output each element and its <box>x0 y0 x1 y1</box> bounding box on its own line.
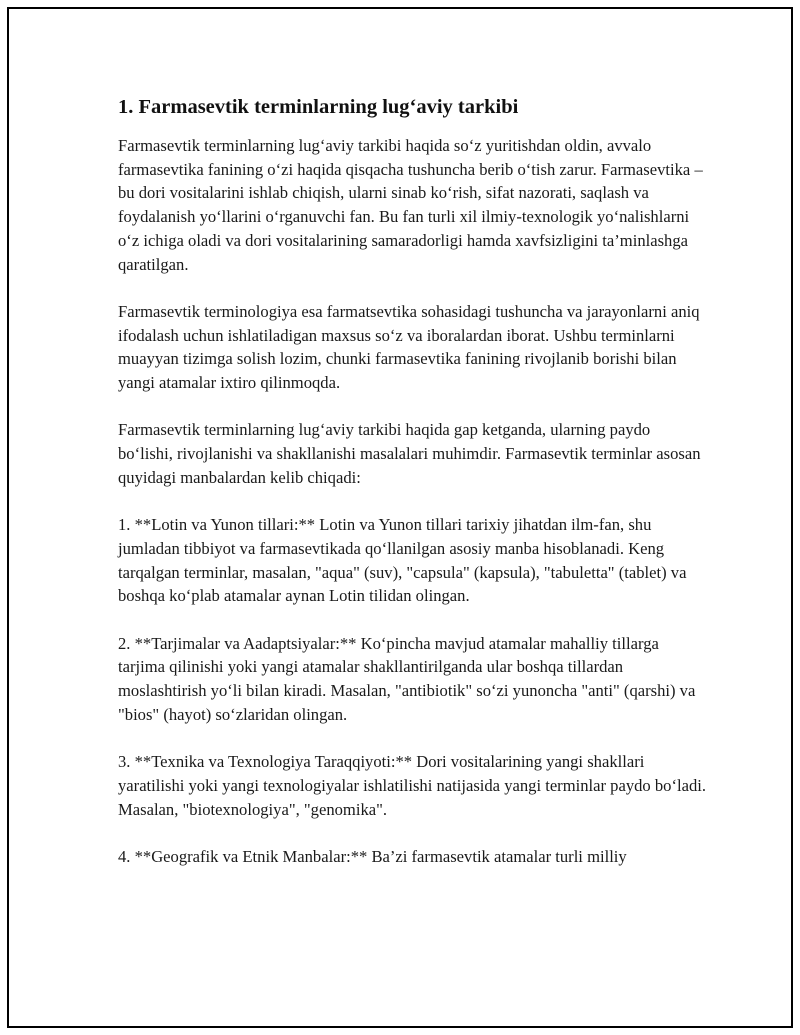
list-item-latin-greek: 1. **Lotin va Yunon tillari:** Lotin va Yunon tillari tarixiy jihatdan ilm-fan, shu jumladan tibbiyot va farmasevtikada qo‘llanilgan asosiy manba hisoblanadi. Keng tarqalgan terminlar, masalan, "aqua" (suv), "capsula" (kapsula), "tabuletta" (tablet) va boshqa ko‘plab atamalar aynan Lotin tilidan olingan. <box>118 515 687 606</box>
list-item-translations: 2. **Tarjimalar va Aadaptsiyalar:** Ko‘pincha mavjud atamalar mahalliy tillarga tarjima qilinishi yoki yangi atamalar shakllantirilganda ular boshqa tillardan moslashtirish yo‘li bilan kiradi. Masalan, "antibiotik" so‘zi yunoncha "anti" (qarshi) va "bios" (hayot) so‘zlaridan olingan. <box>118 633 696 724</box>
document-body <box>118 93 708 892</box>
list-item-geographic: 4. **Geografik va Etnik Manbalar:** Ba’zi farmasevtik atamalar turli milliy <box>118 847 627 866</box>
paragraph-intro: Farmasevtik terminlarning lug‘aviy tarkibi haqida so‘z yuritishdan oldin, avvalo farmasevtika fanining o‘zi haqida qisqacha tushuncha berib o‘tish zarur. Farmasevtika – bu dori vositalarini ishlab chiqish, ularni sinab ko‘rish, sifat nazorati, saqlash va foydalanish yo‘llarini o‘rganuvchi fan. Bu fan turli xil ilmiy-texnologik yo‘nalishlarni o‘z ichiga oladi va dori vositalarining samaradorligi hamda xavfsizligini ta’minlashga qaratilgan. <box>118 136 703 274</box>
list-item-technology: 3. **Texnika va Texnologiya Taraqqiyoti:** Dori vositalarining yangi shakllari yaratilishi yoki yangi texnologiyalar ishlatilishi natijasida yangi terminlar paydo bo‘ladi. Masalan, "biotexnologiya", "genomika". <box>118 752 707 819</box>
paragraph-sources-intro: Farmasevtik terminlarning lug‘aviy tarkibi haqida gap ketganda, ularning paydo bo‘lishi, rivojlanishi va shakllanishi masalalari muhimdir. Farmasevtik terminlar asosan quyidagi manbalardan kelib chiqadi: <box>118 420 701 487</box>
section-heading: 1. Farmasevtik terminlarning lug‘aviy tarkibi <box>118 96 519 118</box>
paragraph-terminology: Farmasevtik terminologiya esa farmatsevtika sohasidagi tushuncha va jarayonlarni aniq ifodalash uchun ishlatiladigan maxsus so‘z va iboralardan iborat. Ushbu terminlarni muayyan tizimga solish lozim, chunki farmasevtika fanining rivojlanib borishi bilan yangi atamalar ixtiro qilinmoqda. <box>118 301 700 393</box>
